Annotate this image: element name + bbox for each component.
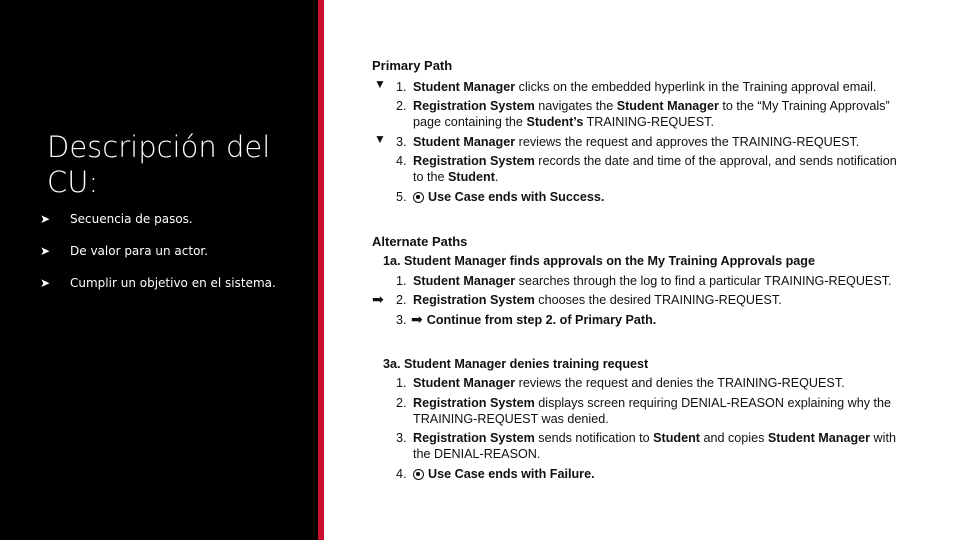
step-number: 4. (396, 467, 407, 481)
arrowhead-bullet-icon: ➤ (40, 276, 51, 290)
primary-step-3: Student Manager reviews the request and approves the TRAINING-REQUEST. (413, 135, 860, 149)
arrow-marker-icon: ➡ (372, 291, 384, 307)
alternate-1a-heading: 1a. Student Manager finds approvals on the My Training Approvals page (383, 254, 815, 268)
alt-1a-step-1: Student Manager searches through the log to find a particular TRAINING-REQUEST. (413, 274, 892, 288)
arrow-icon: ➡ (411, 311, 423, 327)
bullet-text: Secuencia de pasos. (70, 212, 193, 226)
primary-step-1: Student Manager clicks on the embedded hyperlink in the Training approval email. (413, 80, 877, 94)
alt-3a-step-1: Student Manager reviews the request and denies the TRAINING-REQUEST. (413, 376, 845, 390)
step-number: 4. (396, 154, 407, 168)
end-target-icon (413, 469, 424, 480)
step-number: 3. (396, 431, 407, 445)
step-number: 1. (396, 80, 407, 94)
bullet-text: De valor para un actor. (70, 244, 209, 258)
alt-3a-step-2-cont: TRAINING-REQUEST was denied. (413, 412, 609, 426)
end-target-icon (413, 192, 424, 203)
alt-1a-step-3: ➡ Continue from step 2. of Primary Path. (411, 311, 657, 327)
step-number: 5. (396, 190, 407, 204)
primary-step-2-cont: page containing the Student’s TRAINING-REQUEST. (413, 115, 714, 129)
slide-title: Descripción del CU: (47, 130, 271, 199)
arrowhead-bullet-icon: ➤ (40, 244, 51, 258)
step-number: 1. (396, 376, 407, 390)
alternate-paths-heading: Alternate Paths (372, 234, 468, 249)
step-number: 2. (396, 396, 407, 410)
alt-3a-step-3-cont: the DENIAL-REASON. (413, 447, 541, 461)
bullet-list (40, 209, 276, 305)
bullet-text: Cumplir un objetivo en el sistema. (70, 276, 276, 290)
bullet-item (40, 209, 276, 241)
alt-3a-step-3: Registration System sends notification to Student and copies Student Manager with (413, 431, 896, 445)
step-number: 2. (396, 99, 407, 113)
primary-step-2: Registration System navigates the Student Manager to the “My Training Approvals” (413, 99, 890, 113)
step-number: 3. (396, 135, 407, 149)
bullet-item (40, 273, 276, 305)
bullet-item (40, 241, 276, 273)
step-number: 3. (396, 313, 407, 327)
primary-step-4: Registration System records the date and time of the approval, and sends notification (413, 154, 897, 168)
primary-step-5: Use Case ends with Success. (413, 190, 604, 204)
alt-3a-step-2: Registration System displays screen requiring DENIAL-REASON explaining why the (413, 396, 892, 410)
triangle-marker-icon: ▼ (374, 132, 386, 146)
alt-3a-step-4: Use Case ends with Failure. (413, 467, 595, 481)
triangle-marker-icon: ▼ (374, 77, 386, 91)
step-number: 2. (396, 293, 407, 307)
accent-divider (318, 0, 324, 540)
step-number: 1. (396, 274, 407, 288)
alt-1a-step-2: Registration System chooses the desired TRAINING-REQUEST. (413, 293, 782, 307)
primary-path-heading: Primary Path (372, 58, 453, 73)
primary-step-4-cont: to the Student. (413, 170, 499, 184)
left-panel (0, 0, 318, 540)
alternate-3a-heading: 3a. Student Manager denies training request (383, 357, 649, 371)
arrowhead-bullet-icon: ➤ (40, 212, 51, 226)
